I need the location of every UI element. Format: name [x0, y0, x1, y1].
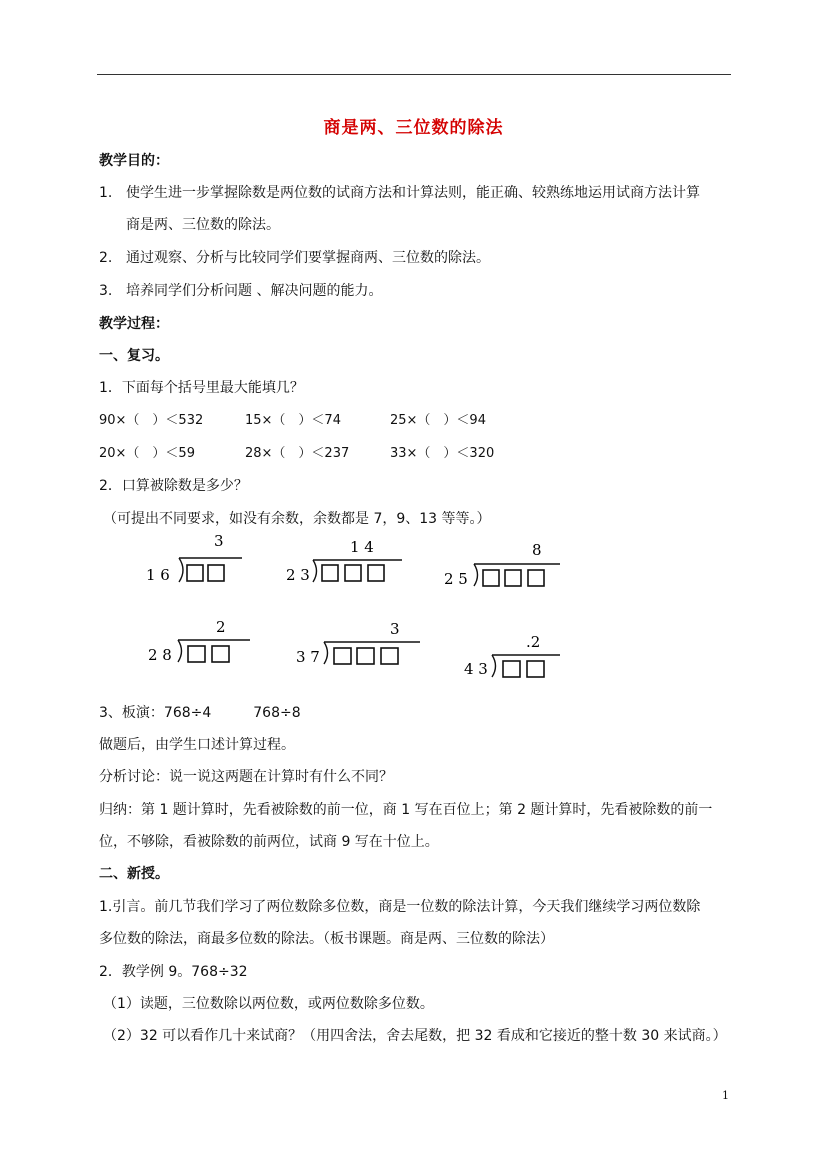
inequality: 90×（ ）＜532: [99, 413, 204, 428]
quotient: .2: [526, 633, 541, 651]
intro-line-1: 1.引言。前几节我们学习了两位数除多位数，商是一位数的除法计算，今天我们继续学习两位数除: [99, 899, 701, 915]
inequality: 28×（ ）＜237: [245, 446, 350, 461]
divisor: 1 6: [146, 566, 170, 584]
question-3-followup: 做题后，由学生口述计算过程。: [99, 737, 295, 753]
objective-3-line1: 培养同学们分析问题 、解决问题的能力。: [126, 283, 383, 299]
division-exercise-6: [464, 633, 560, 678]
inequality: 33×（ ）＜320: [390, 446, 495, 461]
inequality: 25×（ ）＜94: [390, 413, 486, 428]
divisor: 4 3: [464, 660, 488, 678]
objective-1-line2: 商是两、三位数的除法。: [126, 217, 280, 233]
empty-box: [483, 570, 499, 586]
step-2: （2）32 可以看作几十来试商？（用四舍法，舍去尾数，把 32 看成和它接近的整十数 30 来试商。）: [103, 1028, 727, 1044]
division-exercise-5: [296, 620, 420, 666]
objective-3-num: 3.: [99, 283, 113, 299]
division-exercise-4: [148, 618, 250, 664]
objective-2-num: 2.: [99, 250, 113, 266]
empty-box: [505, 570, 521, 586]
quotient: 3: [390, 620, 400, 638]
step-1: （1）读题，三位数除以两位数，或两位数除多位数。: [103, 996, 434, 1012]
objective-1-line1: 使学生进一步掌握除数是两位数的试商方法和计算法则，能正确、较熟练地运用试商方法计算: [126, 185, 700, 201]
empty-box: [187, 565, 203, 581]
empty-box: [212, 646, 229, 662]
discussion: 分析讨论：说一说这两题在计算时有什么不同？: [99, 769, 393, 785]
empty-box: [188, 646, 205, 662]
question-3: 3、板演：768÷4 768÷8: [99, 705, 301, 721]
new-lesson-heading: 二、新授。: [99, 866, 169, 882]
summary-line-1: 归纳：第 1 题计算时，先看被除数的前一位，商 1 写在百位上；第 2 题计算时，先看被除数的前一: [99, 802, 713, 818]
quotient: 8: [532, 541, 542, 559]
question-2: 2．口算被除数是多少？: [99, 478, 248, 494]
question-1: 1．下面每个括号里最大能填几？: [99, 380, 304, 396]
division-exercise-2: [286, 538, 402, 584]
page-number: 1: [722, 1089, 729, 1102]
document-title: 商是两、三位数的除法: [323, 118, 504, 138]
divisor: 2 5: [444, 570, 468, 588]
example-heading: 2．教学例 9。768÷32: [99, 964, 248, 980]
review-heading: 一、复习。: [99, 348, 169, 364]
intro-line-2: 多位数的除法，商最多位数的除法。（板书课题。商是两、三位数的除法）: [99, 931, 554, 947]
division-exercise-3: [444, 541, 560, 588]
divisor: 2 3: [286, 566, 310, 584]
empty-box: [334, 648, 351, 664]
empty-box: [527, 661, 544, 677]
objectives-heading: 教学目的：: [99, 153, 169, 169]
long-division-exercises: [130, 532, 590, 682]
empty-box: [528, 570, 544, 586]
objective-1-num: 1.: [99, 185, 113, 201]
quotient: 1 4: [350, 538, 374, 556]
division-exercise-1: [146, 532, 242, 584]
empty-box: [208, 565, 224, 581]
divisor: 2 8: [148, 646, 172, 664]
header-rule: [97, 74, 731, 75]
empty-box: [381, 648, 398, 664]
empty-box: [357, 648, 374, 664]
empty-box: [322, 565, 338, 581]
inequality: 20×（ ）＜59: [99, 446, 195, 461]
empty-box: [345, 565, 361, 581]
summary-line-2: 位，不够除，看被除数的前两位，试商 9 写在十位上。: [99, 834, 439, 850]
divisor: 3 7: [296, 648, 320, 666]
empty-box: [368, 565, 384, 581]
quotient: 2: [216, 618, 226, 636]
question-2-note: （可提出不同要求，如没有余数，余数都是 7，9、13 等等。）: [103, 511, 491, 527]
objective-2-line1: 通过观察、分析与比较同学们要掌握商两、三位数的除法。: [126, 250, 490, 266]
empty-box: [503, 661, 520, 677]
inequality: 15×（ ）＜74: [245, 413, 341, 428]
quotient: 3: [214, 532, 224, 550]
process-heading: 教学过程：: [99, 316, 169, 332]
